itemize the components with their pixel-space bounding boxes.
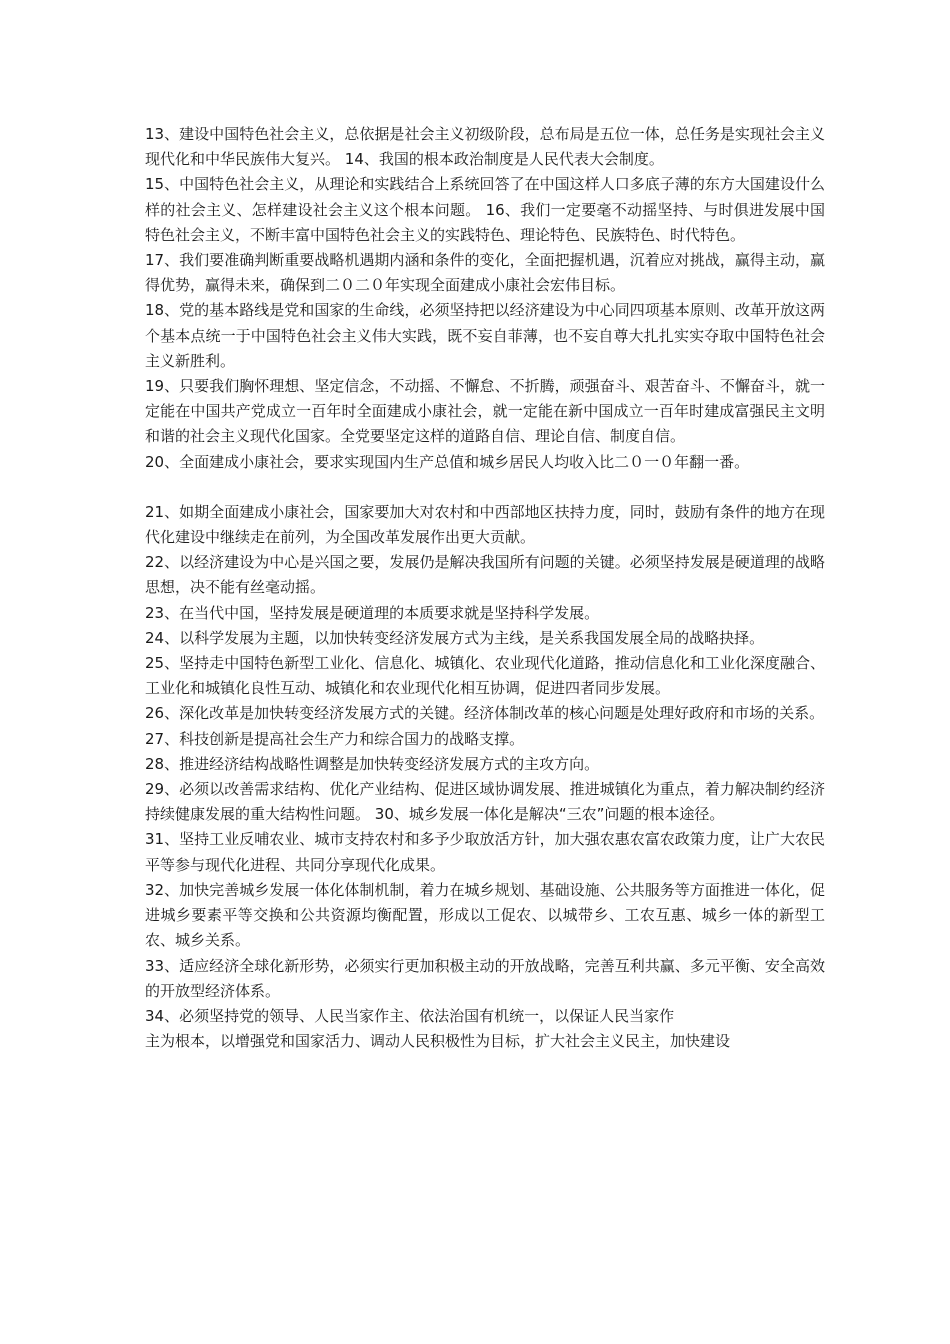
paragraph-21: 21、如期全面建成小康社会，国家要加大对农村和中西部地区扶持力度，同时，鼓励有条件的地方在现代化建设中继续走在前列，为全国改革发展作出更大贡献。 — [145, 502, 825, 547]
paragraph-26: 26、深化改革是加快转变经济发展方式的关键。经济体制改革的核心问题是处理好政府和市场的关系。 — [145, 704, 825, 723]
paragraph-34-continued: 主为根本，以增强党和国家活力、调动人民积极性为目标，扩大社会主义民主，加快建设 — [145, 1032, 731, 1051]
paragraph-29-30: 29、必须以改善需求结构、优化产业结构、促进区域协调发展、推进城镇化为重点，着力解决制约经济持续健康发展的重大结构性问题。 30、城乡发展一体化是解决“三农”问题的根本途径。 — [145, 780, 825, 824]
paragraph-28: 28、推进经济结构战略性调整是加快转变经济发展方式的主攻方向。 — [145, 754, 600, 773]
document-body — [145, 122, 825, 1054]
paragraph-13-14: 13、建设中国特色社会主义，总依据是社会主义初级阶段，总布局是五位一体，总任务是实现社会主义现代化和中华民族伟大复兴。 14、我国的根本政治制度是人民代表大会制度。 — [145, 125, 825, 169]
paragraph-25: 25、坚持走中国特色新型工业化、信息化、城镇化、农业现代化道路，推动信息化和工业化深度融合、工业化和城镇化良性互动、城镇化和农业现代化相互协调，促进四者同步发展。 — [145, 654, 825, 698]
paragraph-27: 27、科技创新是提高社会生产力和综合国力的战略支撑。 — [145, 729, 525, 748]
paragraph-23: 23、在当代中国，坚持发展是硬道理的本质要求就是坚持科学发展。 — [145, 603, 600, 622]
paragraph-31: 31、坚持工业反哺农业、城市支持农村和多予少取放活方针，加大强农惠农富农政策力度，让广大农民平等参与现代化进程、共同分享现代化成果。 — [145, 830, 825, 874]
paragraph-17: 17、我们要准确判断重要战略机遇期内涵和条件的变化，全面把握机遇，沉着应对挑战，赢得主动，赢得优势，赢得未来，确保到二０二０年实现全面建成小康社会宏伟目标。 — [145, 251, 825, 295]
paragraph-20: 20、全面建成小康社会，要求实现国内生产总值和城乡居民人均收入比二０一０年翻一番。 — [145, 452, 750, 471]
paragraph-22: 22、以经济建设为中心是兴国之要，发展仍是解决我国所有问题的关键。必须坚持发展是硬道理的战略思想，决不能有丝毫动摇。 — [145, 553, 825, 597]
paragraph-19: 19、只要我们胸怀理想、坚定信念，不动摇、不懈怠、不折腾，顽强奋斗、艰苦奋斗、不懈奋斗，就一定能在中国共产党成立一百年时全面建成小康社会，就一定能在新中国成立一百年时建成富强民主文明和谐的社会主义现代化国家。全党要坚定这样的道路自信、理论自信、制度自信。 — [145, 377, 825, 446]
paragraph-24: 24、以科学发展为主题，以加快转变经济发展方式为主线，是关系我国发展全局的战略抉择。 — [145, 628, 765, 647]
paragraph-33: 33、适应经济全球化新形势，必须实行更加积极主动的开放战略，完善互利共赢、多元平衡、安全高效的开放型经济体系。 — [145, 956, 825, 1000]
paragraph-18: 18、党的基本路线是党和国家的生命线，必须坚持把以经济建设为中心同四项基本原则、改革开放这两个基本点统一于中国特色社会主义伟大实践，既不妄自菲薄，也不妄自尊大扎扎实实夺取中国特色社会主义新胜利。 — [145, 301, 825, 370]
paragraph-34: 34、必须坚持党的领导、人民当家作主、依法治国有机统一，以保证人民当家作 — [145, 1006, 675, 1025]
paragraph-32: 32、加快完善城乡发展一体化体制机制，着力在城乡规划、基础设施、公共服务等方面推进一体化，促进城乡要素平等交换和公共资源均衡配置，形成以工促农、以城带乡、工农互惠、城乡一体的新型工农、城乡关系。 — [145, 880, 825, 950]
paragraph-15-16: 15、中国特色社会主义，从理论和实践结合上系统回答了在中国这样人口多底子薄的东方大国建设什么样的社会主义、怎样建设社会主义这个根本问题。 16、我们一定要毫不动摇坚持、与时俱进发展中国特色社会主义，不断丰富中国特色社会主义的实践特色、理论特色、民族特色、时代特色。 — [145, 175, 825, 244]
